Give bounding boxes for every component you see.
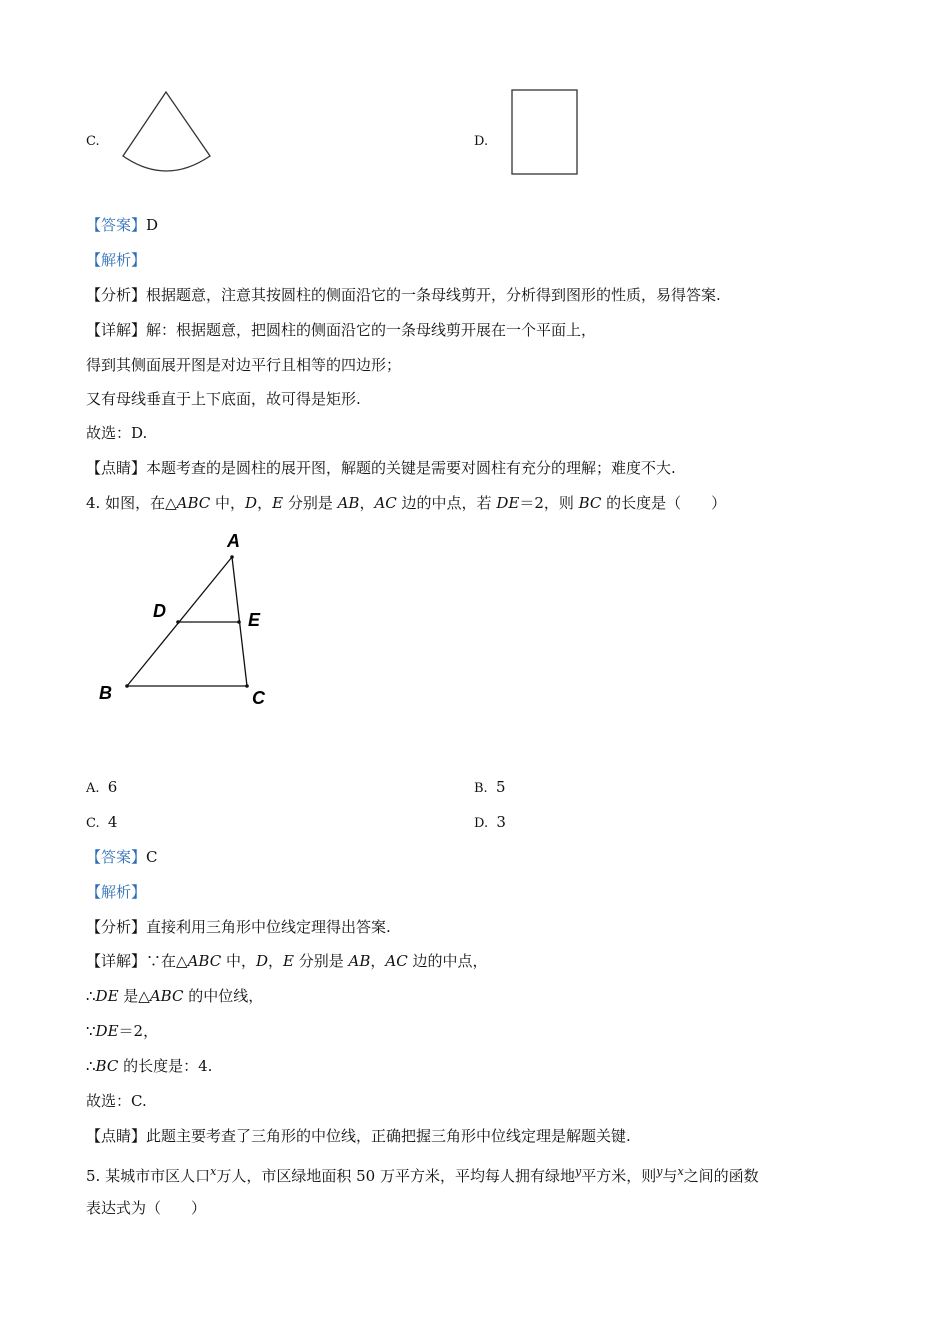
prev-fenxi-row bbox=[86, 285, 721, 305]
answer-value: D bbox=[146, 216, 159, 234]
detail-text: DE bbox=[95, 1022, 119, 1040]
detail-text: ， bbox=[268, 952, 284, 970]
detail-line: 又有母线垂直于上下底面，故可得是矩形. bbox=[86, 390, 361, 408]
q4-text: ＝2，则 bbox=[519, 494, 579, 512]
fenxi-text: 根据题意，注意其按圆柱的侧面沿它的一条母线剪开，分析得到图形的性质，易得答案. bbox=[146, 286, 721, 304]
answer-tag: 【答案】 bbox=[86, 216, 147, 234]
q5-number: 5. bbox=[86, 1167, 101, 1185]
detail-line: 解：根据题意，把圆柱的侧面沿它的一条母线剪开展在一个平面上， bbox=[146, 321, 597, 339]
q4-text: AB bbox=[337, 494, 360, 512]
prev-answer-row bbox=[86, 215, 158, 235]
option-label: A. bbox=[86, 781, 100, 796]
detail-text: ＝2， bbox=[118, 1022, 159, 1040]
vertex-label-e: E bbox=[248, 610, 261, 630]
q5-var: x bbox=[210, 1165, 217, 1178]
answer-tag: 【答案】 bbox=[86, 848, 147, 866]
detail-text: DE bbox=[95, 987, 119, 1005]
fenxi-tag: 【分析】 bbox=[86, 286, 147, 304]
prev-detail-row bbox=[86, 320, 596, 340]
option-c-label: C. bbox=[86, 134, 100, 149]
option-value: 3 bbox=[496, 813, 506, 831]
detail-text: ∵在△ bbox=[146, 952, 188, 970]
analysis-tag: 【解析】 bbox=[86, 251, 147, 269]
detail-tag: 【详解】 bbox=[86, 952, 147, 970]
q5-text: 某城市市区人口 bbox=[105, 1167, 211, 1185]
q4-detail-row bbox=[86, 951, 487, 971]
q4-detail-line3 bbox=[86, 1021, 158, 1041]
rectangle-figure bbox=[510, 88, 582, 178]
detail-text: ∴ bbox=[86, 1057, 96, 1075]
option-d-label: D. bbox=[474, 134, 489, 149]
option-label: C. bbox=[86, 816, 100, 831]
q5-text: 平方米，则 bbox=[581, 1167, 657, 1185]
sector-figure bbox=[118, 88, 218, 180]
q5-stem-line2: 表达式为（ ） bbox=[86, 1199, 207, 1217]
detail-text: 的长度是：4. bbox=[118, 1057, 213, 1075]
fenxi-text: 直接利用三角形中位线定理得出答案. bbox=[146, 918, 391, 936]
q4-option-d bbox=[474, 812, 506, 834]
detail-text: ∵ bbox=[86, 1022, 96, 1040]
dianjing-text: 本题考查的是圆柱的展开图，解题的关键是需要对圆柱有充分的理解；难度不大. bbox=[146, 459, 676, 477]
vertex-label-d: D bbox=[153, 601, 166, 621]
q4-option-c bbox=[86, 812, 117, 834]
q5-var: y bbox=[574, 1165, 582, 1178]
detail-tag: 【详解】 bbox=[86, 321, 147, 339]
vertex-label-c: C bbox=[252, 688, 265, 708]
detail-text: ∴ bbox=[86, 987, 96, 1005]
q4-text: E bbox=[272, 494, 284, 512]
q4-text: BC bbox=[578, 494, 602, 512]
dianjing-tag: 【点睛】 bbox=[86, 1127, 147, 1145]
detail-line: 故选：D. bbox=[86, 424, 148, 442]
q4-detail-line2 bbox=[86, 986, 263, 1006]
q4-detail-line4 bbox=[86, 1056, 212, 1076]
triangle-figure bbox=[90, 525, 290, 715]
detail-line: 得到其侧面展开图是对边平行且相等的四边形； bbox=[86, 356, 402, 374]
q4-option-a bbox=[86, 777, 117, 799]
q4-text: 分别是 bbox=[283, 494, 338, 512]
q4-detail-line5: 故选：C. bbox=[86, 1092, 147, 1110]
answer-value: C bbox=[146, 848, 158, 866]
detail-text: 中， bbox=[221, 952, 256, 970]
q4-text: D bbox=[245, 494, 258, 512]
q4-text: 的长度是（ ） bbox=[601, 494, 727, 512]
q4-dianjing-row bbox=[86, 1126, 631, 1146]
q4-text: ， bbox=[257, 494, 273, 512]
q4-text: 如图，在△ bbox=[105, 494, 177, 512]
detail-text: ， bbox=[370, 952, 386, 970]
option-value: 6 bbox=[107, 778, 118, 796]
q5-var: y bbox=[656, 1165, 663, 1178]
detail-text: 边的中点， bbox=[407, 952, 488, 970]
q5-text: 万人，市区绿地面积 50 万平方米，平均每人拥有绿地 bbox=[216, 1167, 575, 1185]
detail-text: 分别是 bbox=[293, 952, 349, 970]
q4-number: 4. bbox=[86, 494, 101, 512]
q4-option-b bbox=[474, 777, 506, 799]
detail-text: AC bbox=[385, 952, 408, 970]
q5-text: 与 bbox=[662, 1167, 678, 1185]
analysis-tag: 【解析】 bbox=[86, 883, 147, 901]
q4-stem bbox=[86, 493, 726, 513]
option-value: 5 bbox=[495, 778, 506, 796]
option-label: B. bbox=[474, 781, 488, 796]
q4-text: ， bbox=[359, 494, 375, 512]
q5-text: 之间的函数 bbox=[683, 1167, 759, 1185]
detail-text: D bbox=[255, 952, 268, 970]
detail-text: BC bbox=[95, 1057, 119, 1075]
detail-text: ABC bbox=[149, 987, 184, 1005]
q4-text: AC bbox=[374, 494, 397, 512]
detail-text: AB bbox=[348, 952, 371, 970]
q4-fenxi-row bbox=[86, 917, 391, 937]
q4-answer-row bbox=[86, 847, 158, 867]
dianjing-text: 此题主要考查了三角形的中位线，正确把握三角形中位线定理是解题关键. bbox=[146, 1127, 631, 1145]
vertex-label-b: B bbox=[99, 683, 112, 703]
fenxi-tag: 【分析】 bbox=[86, 918, 147, 936]
vertex-label-a: A bbox=[227, 531, 240, 551]
option-label: D. bbox=[474, 816, 489, 831]
dianjing-tag: 【点睛】 bbox=[86, 459, 147, 477]
detail-text: 是△ bbox=[118, 987, 150, 1005]
detail-text: ABC bbox=[187, 952, 222, 970]
option-value: 4 bbox=[107, 813, 118, 831]
detail-text: E bbox=[283, 952, 294, 970]
q5-var: x bbox=[677, 1165, 684, 1178]
prev-dianjing-row bbox=[86, 458, 676, 478]
q4-text: 中， bbox=[210, 494, 246, 512]
q4-text: ABC bbox=[176, 494, 211, 512]
q5-stem-line1 bbox=[86, 1162, 759, 1186]
detail-text: 的中位线， bbox=[183, 987, 264, 1005]
q4-text: DE bbox=[496, 494, 520, 512]
q4-text: 边的中点，若 bbox=[396, 494, 497, 512]
